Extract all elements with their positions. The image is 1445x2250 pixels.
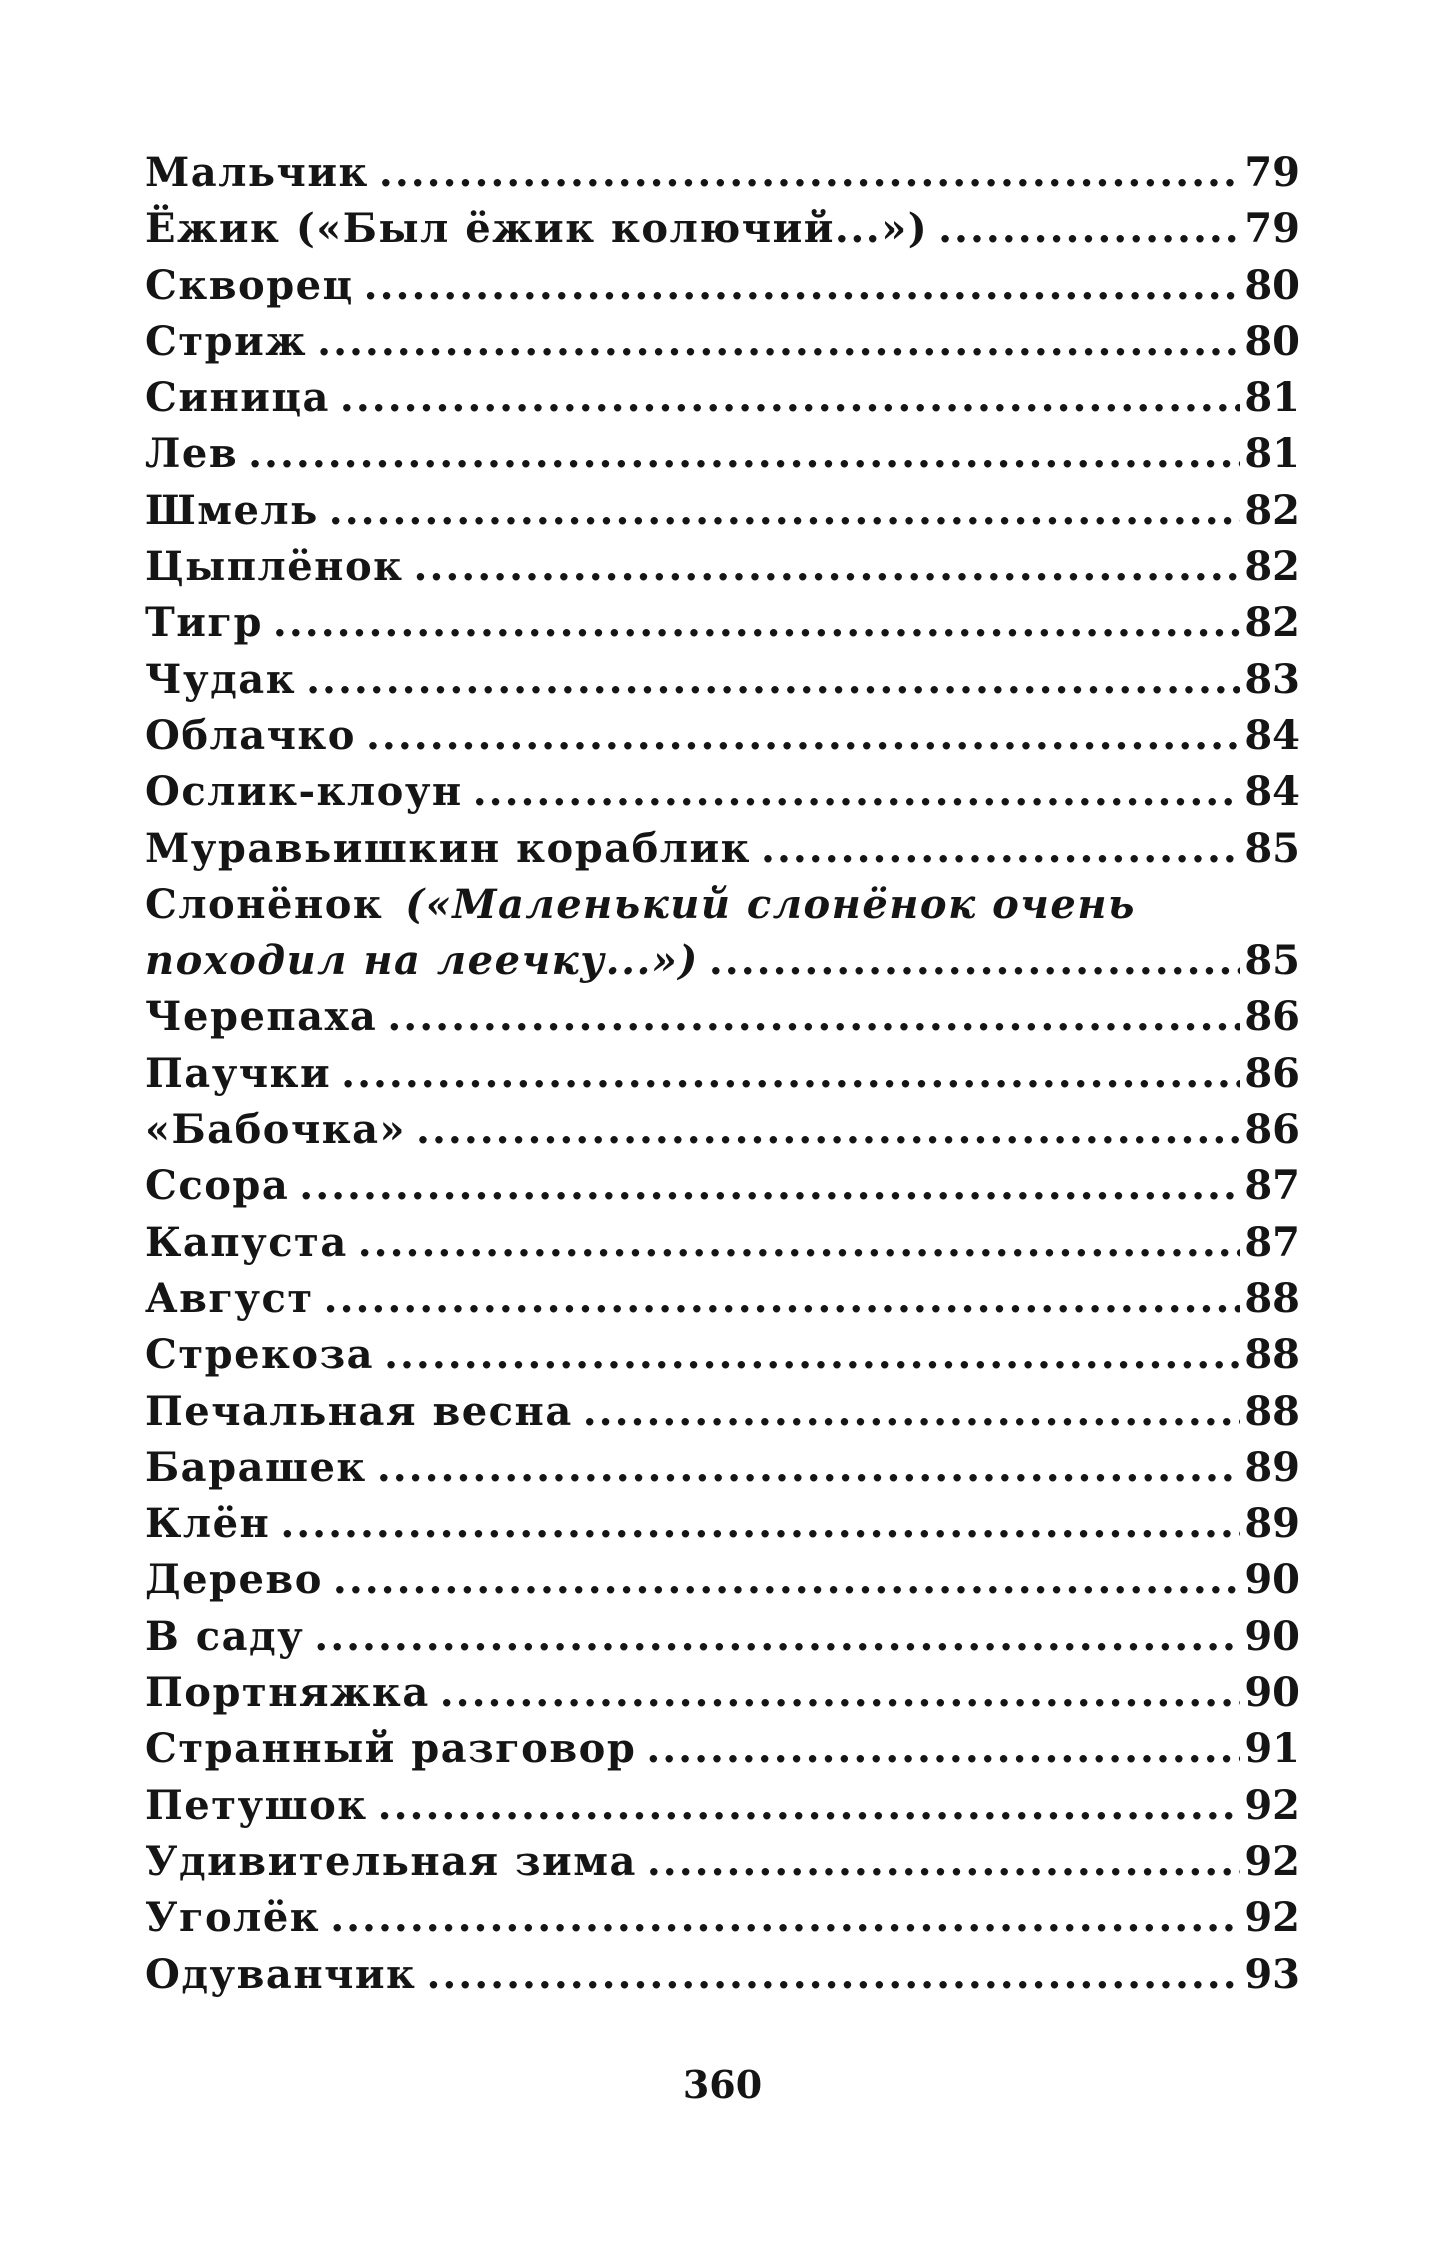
toc-entry-page: 80: [1244, 261, 1300, 309]
dot-leader: [330, 1890, 1240, 1946]
dot-leader: [273, 595, 1240, 651]
dot-leader: [314, 1609, 1240, 1665]
toc-entry: [145, 1327, 1300, 1383]
toc-entry: [145, 1834, 1300, 1890]
dot-leader: [324, 1271, 1241, 1327]
dot-leader: [333, 1552, 1240, 1608]
dot-leader: [366, 708, 1240, 764]
dot-leader: [583, 1384, 1241, 1440]
dot-leader: [340, 370, 1240, 426]
toc-entry-page: 88: [1244, 1387, 1300, 1435]
toc-entry: [145, 989, 1300, 1045]
toc-entry: [145, 1496, 1300, 1552]
toc-entry-title: Мальчик: [145, 149, 369, 196]
toc-entry-page: 92: [1244, 1781, 1300, 1829]
toc-entry: [145, 1665, 1300, 1721]
toc-entry-page: 79: [1244, 205, 1300, 253]
toc-entry-page: 80: [1244, 317, 1300, 365]
toc-entry-page: 89: [1244, 1500, 1300, 1548]
dot-leader: [358, 1215, 1241, 1271]
toc-entry-title: Скворец: [145, 261, 354, 309]
toc-entry-page: 89: [1244, 1443, 1300, 1491]
dot-leader: [341, 1046, 1240, 1102]
toc-entry-page: 86: [1244, 1106, 1300, 1154]
toc-entry-title: Печальная весна: [145, 1387, 573, 1435]
toc-entry: [145, 483, 1300, 539]
toc-entry-subtitle: («Маленький слонёнок очень: [405, 880, 1136, 928]
toc-entry-page: 91: [1244, 1725, 1300, 1773]
dot-leader: [379, 145, 1240, 201]
toc-entry: [145, 258, 1300, 314]
toc-entry-title: Лев: [145, 430, 239, 478]
toc-entry-title: Удивительная зима: [145, 1837, 637, 1885]
toc-entry-title: Паучки: [145, 1049, 332, 1097]
dot-leader: [709, 933, 1240, 989]
toc-entry: [145, 1552, 1300, 1608]
dot-leader: [938, 201, 1240, 257]
toc-entry-title: Август: [145, 1274, 314, 1322]
toc-entry: [145, 821, 1300, 877]
toc-entry-page: 79: [1244, 149, 1300, 196]
toc-entry-title: Барашек: [145, 1443, 367, 1491]
toc-entry: [145, 1215, 1300, 1271]
toc-entry: [145, 314, 1300, 370]
toc-entry-title: Одуванчик: [145, 1950, 417, 1998]
toc-entry-title: Портняжка: [145, 1669, 430, 1717]
toc-entry-title: Слонёнок: [145, 880, 384, 928]
toc-entry-subtitle: походил на леечку...»): [145, 937, 699, 985]
dot-leader: [377, 1440, 1241, 1496]
toc-entry-title: Ёжик («Был ёжик колючий...»): [145, 205, 929, 253]
dot-leader: [646, 1721, 1240, 1777]
toc-entry-title: Странный разговор: [145, 1725, 637, 1773]
toc-entry-page: 92: [1244, 1894, 1300, 1942]
toc-entry-page: 85: [1244, 937, 1300, 985]
table-of-contents: [145, 145, 1300, 2003]
toc-entry-title: Черепаха: [145, 993, 378, 1041]
toc-entry-title: Облачко: [145, 711, 356, 759]
toc-entry: [145, 1046, 1300, 1102]
toc-entry-title: Клён: [145, 1500, 271, 1548]
toc-entry: [145, 539, 1300, 595]
toc-entry-title: «Бабочка»: [145, 1106, 407, 1154]
toc-entry-title: В саду: [145, 1612, 305, 1660]
dot-leader: [384, 1327, 1240, 1383]
toc-entry-title: Тигр: [145, 599, 263, 647]
toc-entry-page: 90: [1244, 1612, 1300, 1660]
toc-entry: [145, 370, 1300, 426]
toc-entry: [145, 1609, 1300, 1665]
toc-entry-page: 82: [1244, 599, 1300, 647]
dot-leader: [414, 539, 1241, 595]
toc-entry: [145, 708, 1300, 764]
toc-entry-title: Ссора: [145, 1162, 290, 1210]
toc-entry-page: 81: [1244, 374, 1300, 422]
toc-entry-continuation: [145, 933, 1300, 989]
toc-entry-title: Стриж: [145, 317, 308, 365]
dot-leader: [440, 1665, 1241, 1721]
dot-leader: [378, 1778, 1241, 1834]
toc-entry-page: 93: [1244, 1950, 1300, 1998]
toc-entry-title: Ослик-клоун: [145, 768, 463, 816]
toc-entry: [145, 1778, 1300, 1834]
toc-entry: [145, 145, 1300, 201]
toc-entry-title: Муравьишкин кораблик: [145, 824, 752, 872]
toc-entry-page: 85: [1244, 824, 1300, 872]
toc-entry-page: 86: [1244, 1049, 1300, 1097]
toc-entry-title: Дерево: [145, 1556, 323, 1604]
toc-entry: [145, 652, 1300, 708]
toc-entry-page: 88: [1244, 1331, 1300, 1379]
toc-entry-page: 88: [1244, 1274, 1300, 1322]
toc-entry-page: 81: [1244, 430, 1300, 478]
toc-entry: [145, 1890, 1300, 1946]
dot-leader: [248, 426, 1240, 482]
dot-leader: [647, 1834, 1240, 1890]
toc-entry-title: Цыплёнок: [145, 543, 404, 591]
dot-leader: [299, 1158, 1240, 1214]
dot-leader: [280, 1496, 1240, 1552]
toc-entry-page: 84: [1244, 711, 1300, 759]
toc-entry-title: Стрекоза: [145, 1331, 375, 1379]
toc-entry-multiline: [145, 877, 1300, 933]
toc-entry-page: 90: [1244, 1669, 1300, 1717]
toc-entry: [145, 1158, 1300, 1214]
toc-entry-title: Уголёк: [145, 1894, 321, 1942]
toc-entry-page: 92: [1244, 1837, 1300, 1885]
toc-entry-page: 86: [1244, 993, 1300, 1041]
dot-leader: [761, 821, 1240, 877]
toc-entry: [145, 1440, 1300, 1496]
dot-leader: [473, 764, 1241, 820]
dot-leader: [387, 989, 1240, 1045]
toc-entry-page: 87: [1244, 1218, 1300, 1266]
toc-entry-page: 84: [1244, 768, 1300, 816]
toc-entry-title: Синица: [145, 374, 330, 422]
page-number: 360: [682, 2062, 763, 2107]
toc-entry: [145, 201, 1300, 257]
toc-entry-title: Капуста: [145, 1218, 348, 1266]
dot-leader: [306, 652, 1240, 708]
toc-entry: [145, 426, 1300, 482]
toc-entry: [145, 764, 1300, 820]
dot-leader: [317, 314, 1240, 370]
toc-entry: [145, 1721, 1300, 1777]
toc-entry: [145, 1271, 1300, 1327]
toc-entry-title: Чудак: [145, 655, 297, 703]
dot-leader: [416, 1102, 1240, 1158]
toc-entry-page: 82: [1244, 543, 1300, 591]
toc-entry: [145, 1102, 1300, 1158]
toc-entry: [145, 595, 1300, 651]
toc-entry: [145, 1947, 1300, 2003]
toc-entry-title: Петушок: [145, 1781, 368, 1829]
toc-entry-page: 82: [1244, 486, 1300, 534]
toc-entry: [145, 1384, 1300, 1440]
toc-entry-page: 90: [1244, 1556, 1300, 1604]
dot-leader: [329, 483, 1241, 539]
toc-entry-page: 87: [1244, 1162, 1300, 1210]
toc-entry-title: Шмель: [145, 486, 319, 534]
toc-entry-page: 83: [1244, 655, 1300, 703]
dot-leader: [364, 258, 1241, 314]
dot-leader: [426, 1947, 1240, 2003]
